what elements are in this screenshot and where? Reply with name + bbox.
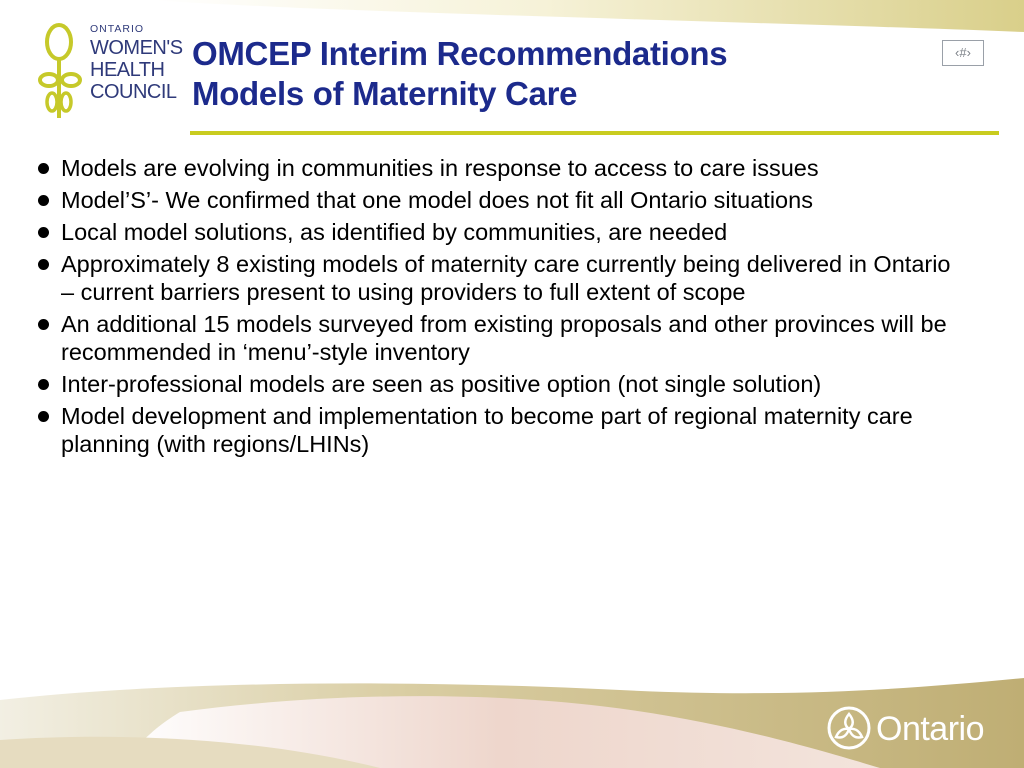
ontario-wordmark: Ontario bbox=[876, 710, 984, 748]
logo-line-womens: WOMEN'S bbox=[90, 36, 183, 59]
bullet-item: Model development and implementation to become part of regional maternity care planning (with regions/LHINs) bbox=[34, 402, 964, 458]
logo-line-council: COUNCIL bbox=[90, 80, 177, 103]
ontario-trillium-icon bbox=[826, 705, 872, 751]
logo-line-health: HEALTH bbox=[90, 58, 165, 81]
title-line-2: Models of Maternity Care bbox=[192, 75, 578, 112]
flower-logo-icon bbox=[38, 22, 90, 122]
bullet-item: An additional 15 models surveyed from existing proposals and other provinces will be recommended in ‘menu’-style inventory bbox=[34, 310, 964, 366]
title-divider bbox=[190, 131, 999, 135]
logo-wordmark bbox=[90, 24, 183, 104]
bullet-item: Model’S’- We confirmed that one model does not fit all Ontario situations bbox=[34, 186, 964, 214]
owhc-logo bbox=[38, 20, 183, 125]
bullet-item: Approximately 8 existing models of maternity care currently being delivered in Ontario – current barriers present to using providers to full extent of scope bbox=[34, 250, 964, 306]
bullet-item: Inter-professional models are seen as positive option (not single solution) bbox=[34, 370, 964, 398]
ontario-logo bbox=[826, 705, 1001, 753]
bullet-list bbox=[34, 154, 964, 462]
bullet-item: Models are evolving in communities in response to access to care issues bbox=[34, 154, 964, 182]
slide-title bbox=[192, 34, 892, 114]
slide-number: ‹#› bbox=[942, 40, 984, 66]
bullet-item: Local model solutions, as identified by communities, are needed bbox=[34, 218, 964, 246]
title-line-1: OMCEP Interim Recommendations bbox=[192, 35, 728, 72]
logo-line-ontario: ONTARIO bbox=[90, 23, 145, 35]
